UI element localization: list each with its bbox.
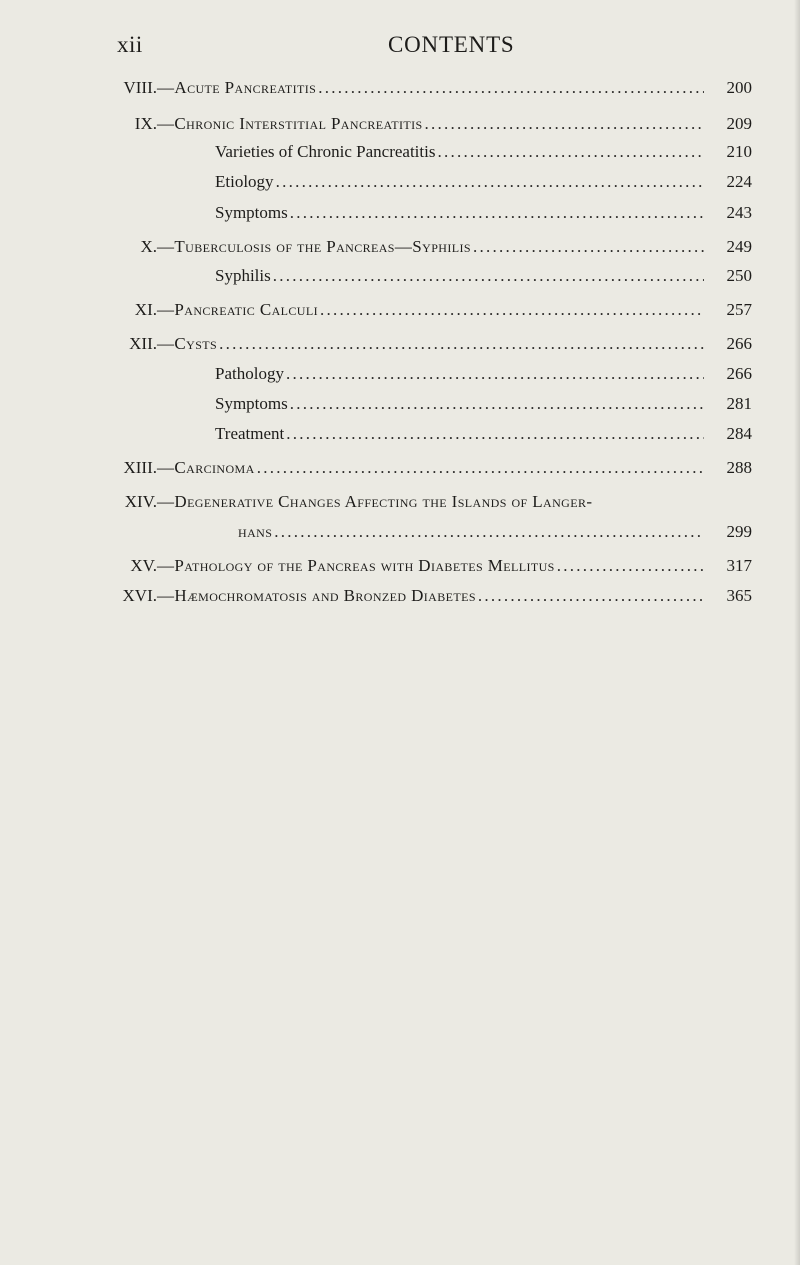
page-ref: 284 bbox=[726, 424, 752, 443]
dot-leader bbox=[557, 556, 704, 576]
chapter-title: —Hæmochromatosis and Bronzed Diabetes bbox=[157, 586, 476, 605]
dot-leader bbox=[318, 78, 704, 98]
page-ref: 266 bbox=[726, 364, 752, 383]
dot-leader bbox=[290, 203, 704, 223]
dot-leader bbox=[286, 424, 704, 444]
dot-leader bbox=[276, 172, 704, 192]
page-ref: 299 bbox=[726, 522, 752, 541]
page-ref: 365 bbox=[726, 586, 752, 605]
page-number: xii bbox=[117, 32, 143, 57]
page-ref: 209 bbox=[726, 114, 752, 133]
page-ref: 281 bbox=[726, 394, 752, 413]
toc-entry bbox=[0, 237, 800, 263]
toc-entry bbox=[0, 458, 800, 484]
dot-leader bbox=[257, 458, 704, 478]
page-header bbox=[0, 32, 800, 62]
chapter-number: XV. bbox=[130, 556, 157, 575]
chapter-title: —Acute Pancreatitis bbox=[157, 78, 317, 97]
page-ref: 288 bbox=[726, 458, 752, 477]
dot-leader bbox=[478, 586, 704, 606]
chapter-title: —Chronic Interstitial Pancreatitis bbox=[157, 114, 423, 133]
chapter-title: —Pancreatic Calculi bbox=[157, 300, 318, 319]
running-title: CONTENTS bbox=[388, 32, 515, 57]
dot-leader bbox=[274, 522, 704, 542]
chapter-number: VIII. bbox=[123, 78, 157, 97]
toc-entry bbox=[0, 424, 800, 450]
chapter-title: —Degenerative Changes Affecting the Islands of Langer- bbox=[157, 492, 593, 511]
section-title: Varieties of Chronic Pancreatitis bbox=[215, 142, 436, 161]
chapter-number: IX. bbox=[134, 114, 157, 133]
chapter-title: —Pathology of the Pancreas with Diabetes Mellitus bbox=[157, 556, 555, 575]
dot-leader bbox=[320, 300, 704, 320]
dot-leader bbox=[425, 114, 704, 134]
dot-leader bbox=[437, 142, 704, 162]
chapter-title: —Cysts bbox=[157, 334, 218, 353]
dot-leader bbox=[286, 364, 704, 384]
chapter-number: XIV. bbox=[124, 492, 157, 511]
toc-entry bbox=[0, 142, 800, 168]
page-ref: 250 bbox=[726, 266, 752, 285]
chapter-title-continuation: hans bbox=[238, 522, 273, 541]
dot-leader bbox=[219, 334, 704, 354]
section-title: Treatment bbox=[215, 424, 285, 443]
page-ref: 210 bbox=[726, 142, 752, 161]
chapter-number: XIII. bbox=[123, 458, 157, 477]
toc-entry bbox=[0, 364, 800, 390]
page-ref: 317 bbox=[726, 556, 752, 575]
page-edge-shadow bbox=[794, 0, 800, 1265]
toc-entry bbox=[0, 556, 800, 582]
chapter-number: XVI. bbox=[122, 586, 157, 605]
toc-entry bbox=[0, 172, 800, 198]
toc-entry bbox=[0, 114, 800, 140]
page-ref: 224 bbox=[726, 172, 752, 191]
page-ref: 249 bbox=[726, 237, 752, 256]
dot-leader bbox=[273, 266, 704, 286]
chapter-title: —Carcinoma bbox=[157, 458, 255, 477]
section-title: Symptoms bbox=[215, 394, 288, 413]
section-title: Symptoms bbox=[215, 203, 288, 222]
toc-entry bbox=[0, 300, 800, 326]
toc-entry bbox=[0, 394, 800, 420]
section-title: Etiology bbox=[215, 172, 274, 191]
page-ref: 257 bbox=[726, 300, 752, 319]
page-ref: 266 bbox=[726, 334, 752, 353]
toc-entry bbox=[0, 334, 800, 360]
section-title: Syphilis bbox=[215, 266, 271, 285]
chapter-number: X. bbox=[140, 237, 157, 256]
toc-entry-continuation bbox=[0, 522, 800, 548]
toc-entry bbox=[0, 203, 800, 229]
toc-entry bbox=[0, 492, 800, 518]
chapter-number: XI. bbox=[134, 300, 157, 319]
page-ref: 243 bbox=[726, 203, 752, 222]
chapter-number: XII. bbox=[129, 334, 157, 353]
section-title: Pathology bbox=[215, 364, 284, 383]
dot-leader bbox=[290, 394, 704, 414]
toc-entry bbox=[0, 266, 800, 292]
page-ref: 200 bbox=[726, 78, 752, 97]
toc-entry bbox=[0, 586, 800, 612]
dot-leader bbox=[473, 237, 704, 257]
chapter-title: —Tuberculosis of the Pancreas—Syphilis bbox=[157, 237, 471, 256]
toc-entry bbox=[0, 78, 800, 104]
